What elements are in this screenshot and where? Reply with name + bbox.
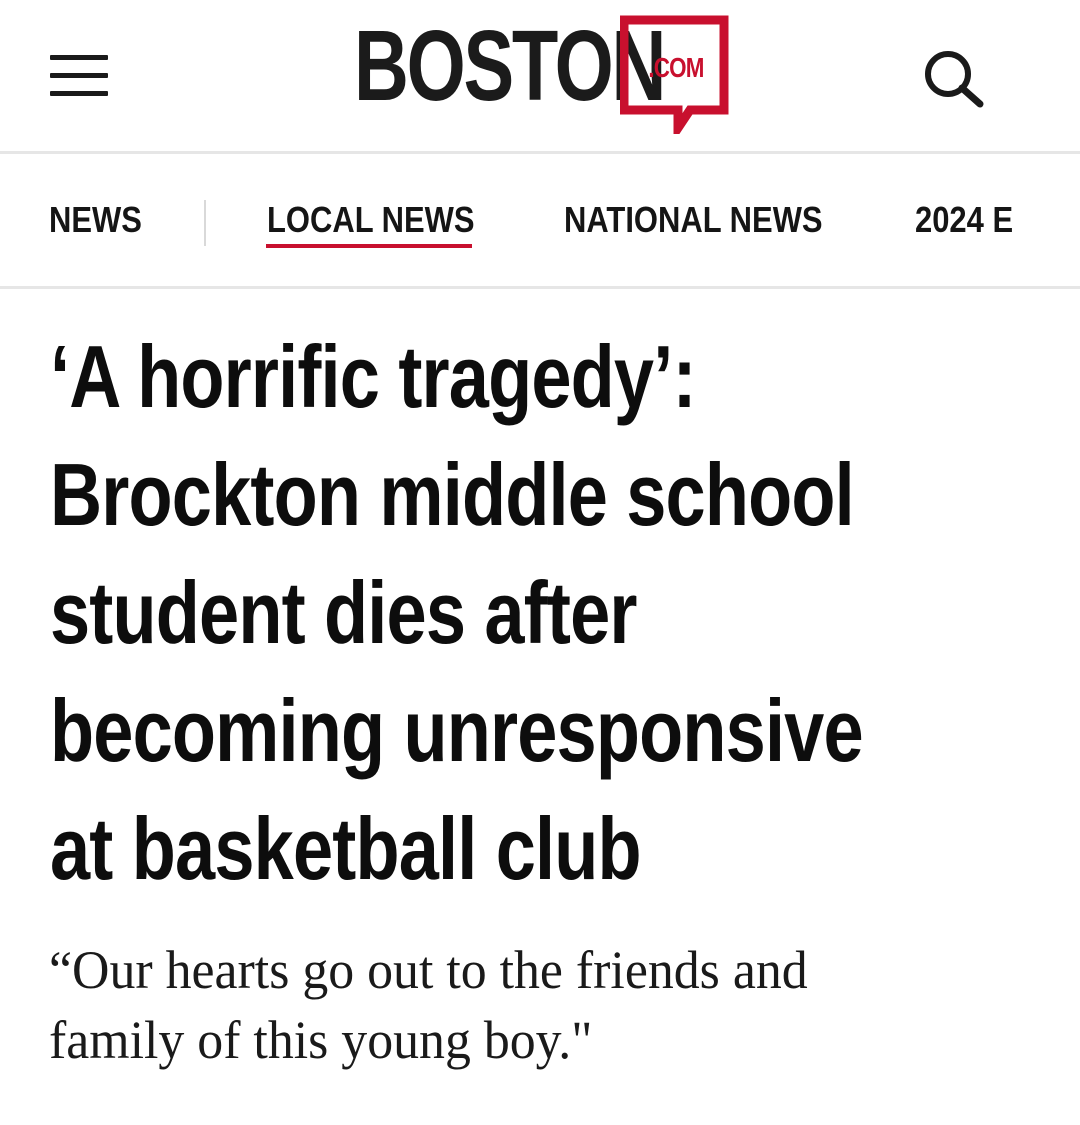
headline-line: student dies after	[50, 563, 637, 662]
boston-com-logo[interactable]	[354, 10, 734, 136]
logo-wordmark: BOSTON	[354, 10, 665, 122]
search-icon[interactable]	[918, 46, 988, 108]
nav-divider	[204, 200, 206, 246]
headline-line: becoming unresponsive	[50, 681, 863, 780]
section-nav	[0, 154, 1080, 289]
menu-bar-middle	[50, 73, 108, 78]
menu-bar-top	[50, 55, 108, 60]
nav-item-national-news[interactable]: NATIONAL NEWS	[564, 199, 823, 240]
active-tab-indicator	[266, 244, 472, 248]
nav-item-local-news[interactable]: LOCAL NEWS	[267, 199, 475, 240]
site-header	[0, 0, 1080, 154]
nav-item-2024-election[interactable]: 2024 E	[915, 199, 1014, 240]
logo-suffix: .COM	[648, 52, 704, 83]
dek-line: “Our hearts go out to the friends and	[49, 940, 808, 1000]
dek-line: family of this young boy."	[49, 1010, 593, 1070]
nav-item-news[interactable]: NEWS	[49, 199, 142, 240]
menu-bar-bottom	[50, 91, 108, 96]
headline-line: at basketball club	[50, 799, 641, 898]
article-dek	[49, 935, 1009, 1075]
hamburger-menu-icon[interactable]	[50, 52, 110, 100]
article-headline	[50, 318, 1050, 908]
headline-line: Brockton middle school	[50, 445, 854, 544]
headline-line: ‘A horrific tragedy’:	[50, 327, 696, 426]
